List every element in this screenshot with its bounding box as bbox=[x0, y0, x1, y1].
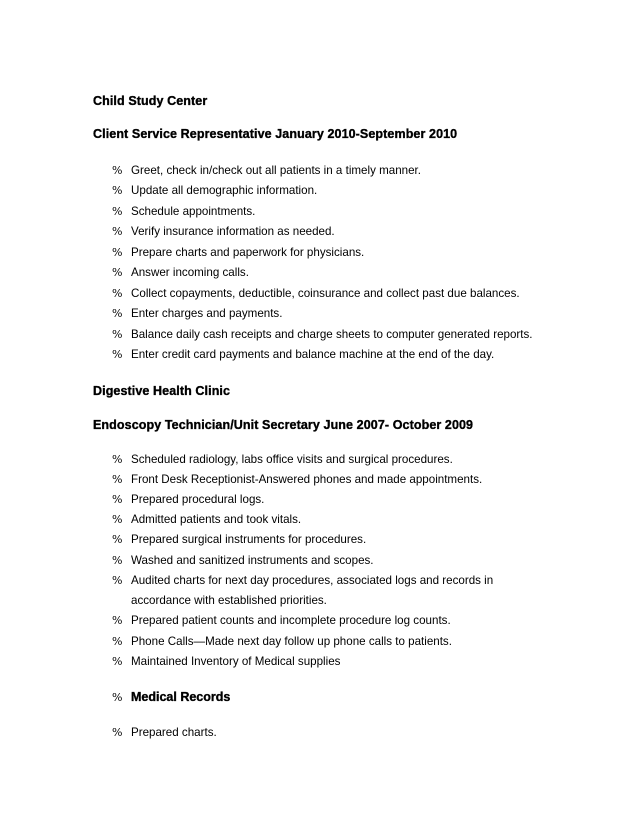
employer-heading-1: Child Study Center bbox=[93, 94, 208, 108]
bullet-icon: % bbox=[112, 726, 123, 739]
list-item: % Enter credit card payments and balance machine at the end of the day. bbox=[112, 348, 495, 361]
list-item: % Enter charges and payments. bbox=[112, 307, 283, 320]
list-item: % Admitted patients and took vitals. bbox=[112, 513, 302, 526]
list-item: % Phone Calls—Made next day follow up phone calls to patients. bbox=[112, 635, 452, 648]
list-item: % Front Desk Receptionist-Answered phones and made appointments. bbox=[112, 473, 483, 486]
list-item: % Scheduled radiology, labs office visits and surgical procedures. bbox=[112, 453, 453, 466]
list-item: % Prepared patient counts and incomplete procedure log counts. bbox=[112, 614, 451, 627]
list-item: % Audited charts for next day procedures, associated logs and records in bbox=[112, 574, 494, 587]
bullet-icon: % bbox=[112, 164, 123, 177]
list-item: % Prepared procedural logs. bbox=[112, 493, 265, 506]
list-item: % Prepared charts. bbox=[112, 726, 217, 739]
bullet-icon: % bbox=[112, 554, 123, 567]
bullet-icon: % bbox=[112, 635, 123, 648]
bullet-icon: % bbox=[112, 205, 123, 218]
bullet-icon: % bbox=[112, 493, 123, 506]
bullet-icon: % bbox=[112, 225, 123, 238]
bullet-icon: % bbox=[112, 453, 123, 466]
list-item: % Update all demographic information. bbox=[112, 184, 318, 197]
bullet-icon: % bbox=[112, 246, 123, 259]
position-heading-1: Client Service Representative January 2010-September 2010 bbox=[93, 127, 458, 141]
bullet-icon: % bbox=[112, 473, 123, 486]
bullet-icon: % bbox=[112, 184, 123, 197]
employer-heading-2: Digestive Health Clinic bbox=[93, 384, 231, 398]
position-heading-2: Endoscopy Technician/Unit Secretary June 2007- October 2009 bbox=[93, 418, 474, 432]
list-item: % Greet, check in/check out all patients in a timely manner. bbox=[112, 164, 421, 177]
bullet-icon: % bbox=[112, 513, 123, 526]
bullet-icon: % bbox=[112, 348, 123, 361]
bullet-icon: % bbox=[112, 614, 123, 627]
list-item: % Balance daily cash receipts and charge sheets to computer generated reports. bbox=[112, 328, 533, 341]
list-item: % Maintained Inventory of Medical supplies bbox=[112, 655, 341, 668]
bullet-icon: % bbox=[112, 328, 123, 341]
bullet-icon: % bbox=[112, 691, 123, 704]
bullet-icon: % bbox=[112, 574, 123, 587]
list-item: % Schedule appointments. bbox=[112, 205, 256, 218]
bullet-icon: % bbox=[112, 533, 123, 546]
bullet-icon: % bbox=[112, 655, 123, 668]
list-item: % Answer incoming calls. bbox=[112, 266, 249, 279]
list-item: % Prepare charts and paperwork for physicians. bbox=[112, 246, 365, 259]
medical-records-heading: % Medical Records bbox=[112, 690, 231, 704]
list-item: % Washed and sanitized instruments and scopes. bbox=[112, 554, 374, 567]
list-item: % Verify insurance information as needed. bbox=[112, 225, 335, 238]
list-item: % Prepared surgical instruments for procedures. bbox=[112, 533, 367, 546]
list-item-continuation: accordance with established priorities. bbox=[131, 594, 327, 607]
list-item: % Collect copayments, deductible, coinsurance and collect past due balances. bbox=[112, 287, 520, 300]
bullet-icon: % bbox=[112, 266, 123, 279]
bullet-icon: % bbox=[112, 287, 123, 300]
bullet-icon: % bbox=[112, 307, 123, 320]
